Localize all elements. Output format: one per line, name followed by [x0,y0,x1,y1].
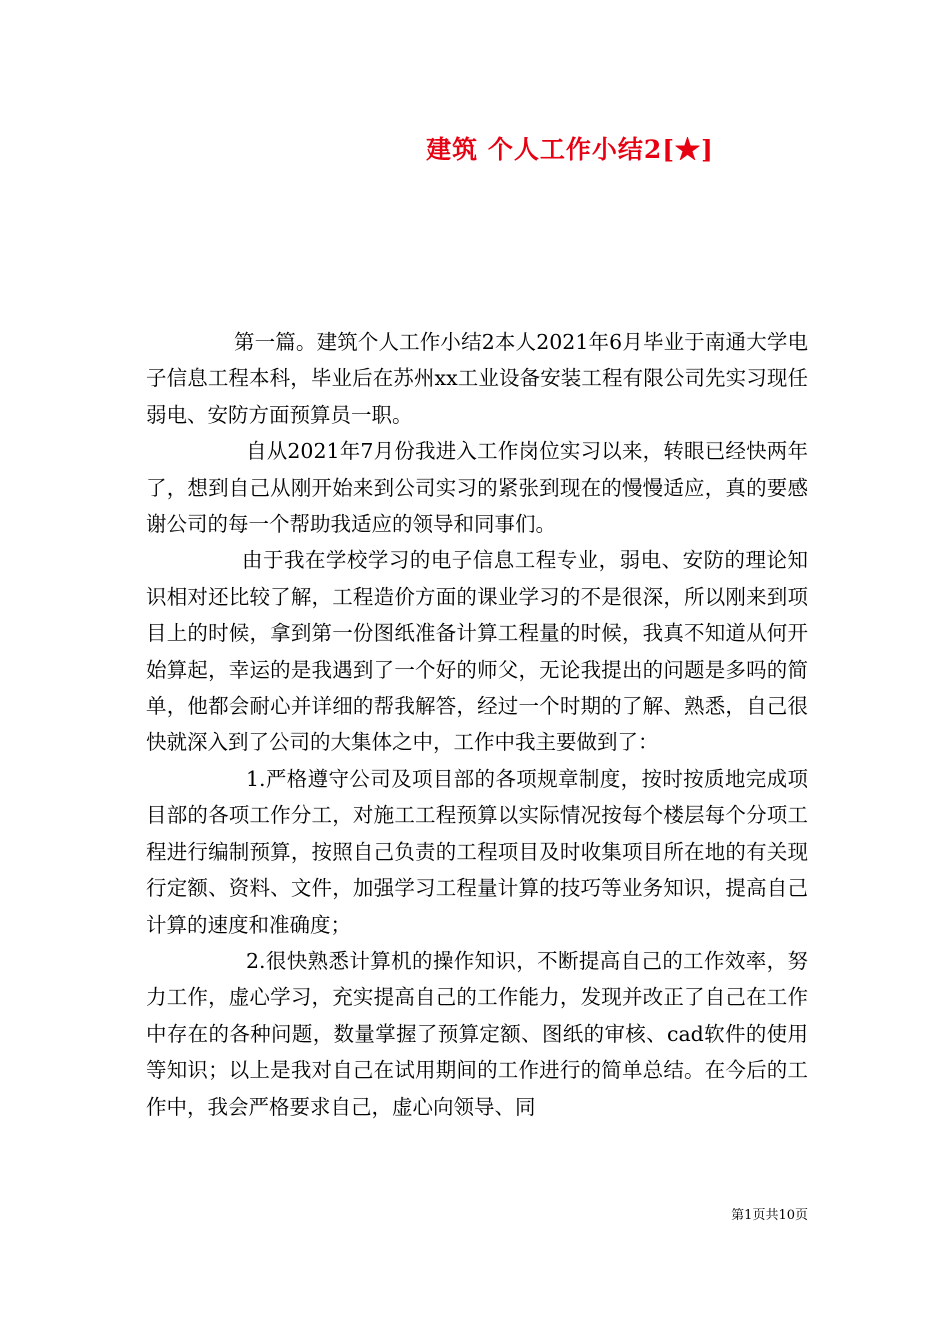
page-number-footer: 第1页共10页 [731,1208,808,1223]
paragraph-2: 自从2021年7月份我进入工作岗位实习以来，转眼已经快两年了，想到自己从刚开始来到公司实习的紧张到现在的慢慢适应，真的要感谢公司的每一个帮助我适应的领导和同事们。 [146,439,808,537]
paragraph-3: 由于我在学校学习的电子信息工程专业，弱电、安防的理论知识相对还比较了解，工程造价方面的课业学习的不是很深，所以刚来到项目上的时候，拿到第一份图纸准备计算工程量的时候，我真不知道从何开始算起，幸运的是我遇到了一个好的师父，无论我提出的问题是多吗的简单，他都会耐心并详细的帮我解答，经过一个时期的了解、熟悉，自己很快就深入到了公司的大集体之中，工作中我主要做到了： [146,548,808,755]
paragraph-5: 2.很快熟悉计算机的操作知识，不断提高自己的工作效率，努力工作，虚心学习，充实提高自己的工作能力，发现并改正了自己在工作中存在的各种问题，数量掌握了预算定额、图纸的审核、cad软件的使用等知识；以上是我对自己在试用期间的工作进行的简单总结。在今后的工作中，我会严格要求自己，虚心向领导、同 [146,948,808,1119]
document-body [146,324,808,1125]
paragraph-4: 1.严格遵守公司及项目部的各项规章制度，按时按质地完成项目部的各项工作分工，对施工工程预算以实际情况按每个楼层每个分项工程进行编制预算，按照自己负责的工程项目及时收集项目所在地的有关现行定额、资料、文件，加强学习工程量计算的技巧等业务知识，提高自己计算的速度和准确度； [146,766,808,937]
document-title: 建筑 个人工作小结2[★] [426,135,714,164]
paragraph-1: 第一篇。建筑个人工作小结2本人2021年6月毕业于南通大学电子信息工程本科，毕业后在苏州xx工业设备安装工程有限公司先实习现任弱电、安防方面预算员一职。 [146,330,808,427]
